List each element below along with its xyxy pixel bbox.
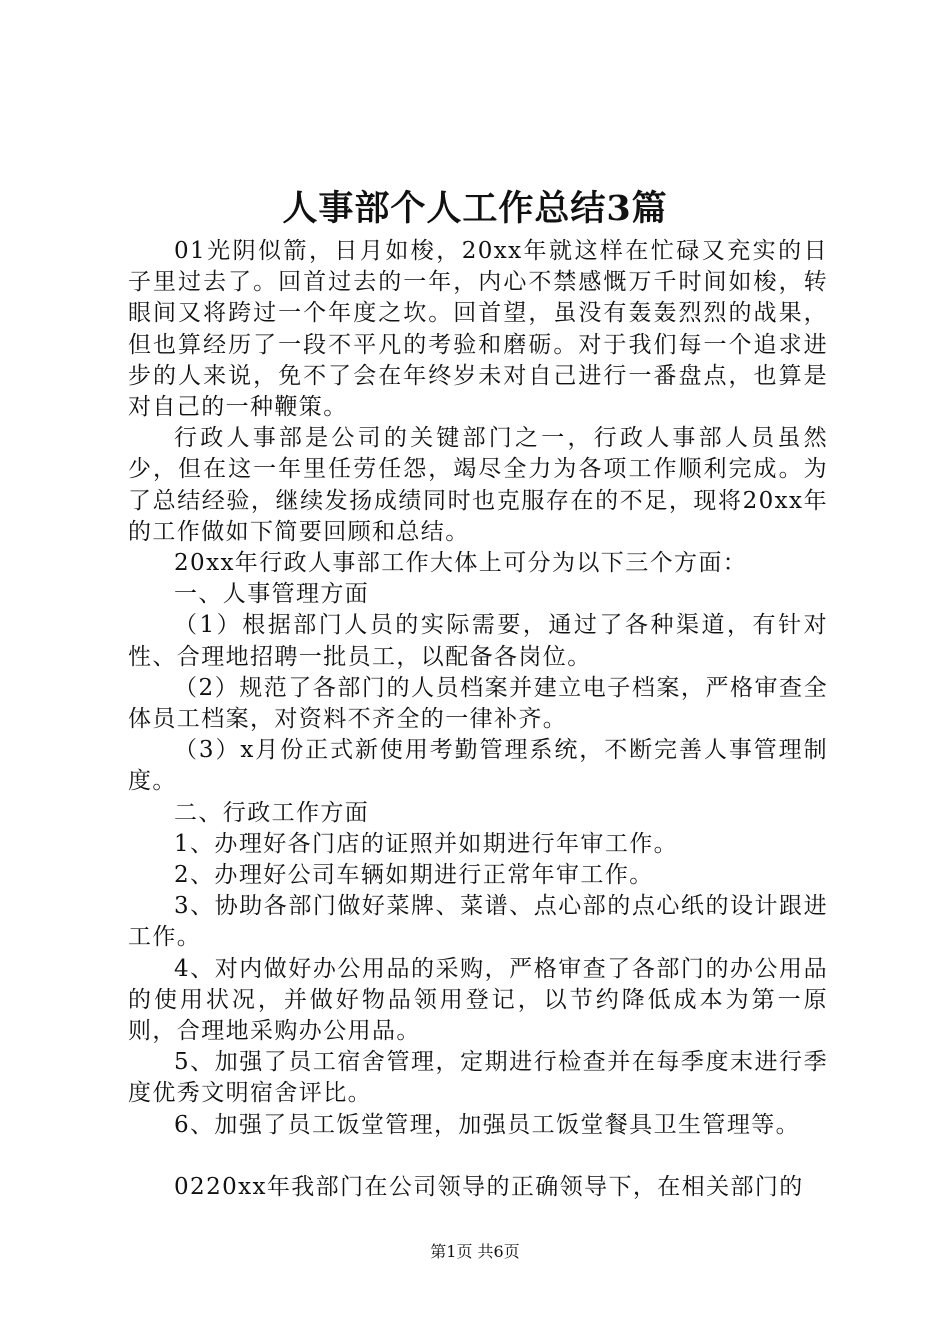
paragraph-section-02: 0220xx年我部门在公司领导的正确领导下，在相关部门的: [174, 1173, 804, 1200]
list-item-admin-1: 1、办理好各门店的证照并如期进行年审工作。: [174, 830, 679, 857]
section-heading-admin: 二、行政工作方面: [174, 799, 370, 826]
section-heading-personnel: 一、人事管理方面: [174, 581, 370, 608]
list-item-admin-6: 6、加强了员工饭堂管理，加强员工饭堂餐具卫生管理等。: [174, 1111, 801, 1138]
document-body: [128, 236, 828, 1203]
list-item-personnel-1: （1）根据部门人员的实际需要，通过了各种渠道，有针对性、合理地招聘一批员工，以配备各岗位。: [128, 612, 828, 670]
list-item-admin-3: 3、协助各部门做好菜牌、菜谱、点心部的点心纸的设计跟进工作。: [128, 893, 828, 951]
paragraph-department: 行政人事部是公司的关键部门之一，行政人事部人员虽然少，但在这一年里任劳任怨，竭尽全力为各项工作顺利完成。为了总结经验，继续发扬成绩同时也克服存在的不足，现将20xx年的工作做如下简要回顾和总结。: [128, 425, 828, 545]
list-item-admin-2: 2、办理好公司车辆如期进行正常年审工作。: [174, 862, 654, 889]
document-title: 人事部个人工作总结3篇: [282, 188, 668, 229]
page-footer: 第1页 共6页: [430, 1242, 520, 1261]
list-item-personnel-3: （3）x月份正式新使用考勤管理系统，不断完善人事管理制度。: [128, 737, 828, 795]
paragraph-intro: 01光阴似箭，日月如梭，20xx年就这样在忙碌又充实的日子里过去了。回首过去的一年，内心不禁感慨万千时间如梭，转眼间又将跨过一个年度之坎。回首望，虽没有轰轰烈烈的战果，但也算经历了一段不平凡的考验和磨砺。对于我们每一个追求进步的人来说，免不了会在年终岁未对自己进行一番盘点，也算是对自己的一种鞭策。: [128, 238, 828, 421]
paragraph-overview: 20xx年行政人事部工作大体上可分为以下三个方面：: [174, 550, 748, 577]
list-item-admin-4: 4、对内做好办公用品的采购，严格审查了各部门的办公用品的使用状况，并做好物品领用登记，以节约降低成本为第一原则，合理地采购办公用品。: [128, 955, 828, 1045]
list-item-admin-5: 5、加强了员工宿舍管理，定期进行检查并在每季度末进行季度优秀文明宿舍评比。: [128, 1049, 828, 1107]
list-item-personnel-2: （2）规范了各部门的人员档案并建立电子档案，严格审查全体员工档案，对资料不齐全的一律补齐。: [128, 674, 828, 733]
